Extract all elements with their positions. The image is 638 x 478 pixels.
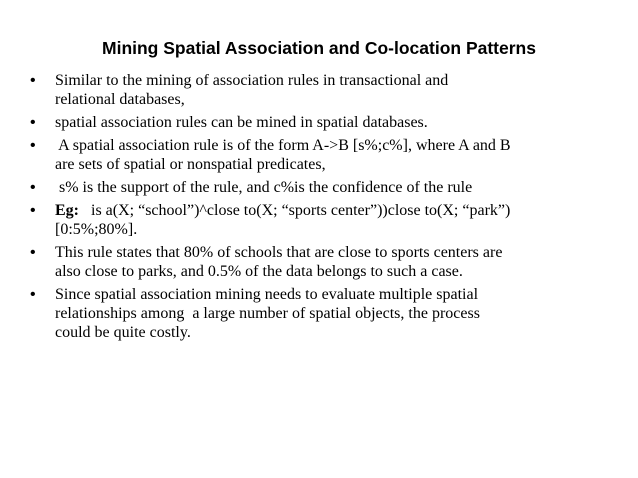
bullet-text-line: [0:5%;80%]. xyxy=(55,221,138,238)
bullet-item xyxy=(30,243,620,281)
slide-title: Mining Spatial Association and Co-location Patterns xyxy=(102,38,536,58)
bullet-marker: • xyxy=(30,137,36,154)
example-rule-text: is a(X; “school”)^close to(X; “sports center”))close to(X; “park”) xyxy=(79,202,511,219)
bullet-marker: • xyxy=(30,202,36,219)
bullet-item xyxy=(30,71,620,109)
example-prefix: Eg: xyxy=(55,202,79,219)
bullet-text-line: relationships among a large number of spatial objects, the process xyxy=(55,305,480,322)
bullet-item xyxy=(30,113,620,132)
bullet-list xyxy=(30,71,620,346)
bullet-text-line: s% is the support of the rule, and c%is the confidence of the rule xyxy=(55,179,473,196)
bullet-item xyxy=(30,136,620,174)
bullet-text-line: relational databases, xyxy=(55,91,185,108)
bullet-marker: • xyxy=(30,179,36,196)
bullet-text-line: spatial association rules can be mined in spatial databases. xyxy=(55,114,428,131)
bullet-text-line: also close to parks, and 0.5% of the data belongs to such a case. xyxy=(55,263,463,280)
bullet-item xyxy=(30,285,620,342)
bullet-marker: • xyxy=(30,244,36,261)
bullet-marker: • xyxy=(30,286,36,303)
bullet-text-line: Similar to the mining of association rules in transactional and xyxy=(55,72,449,89)
bullet-text-line: A spatial association rule is of the form A->B [s%;c%], where A and B xyxy=(55,137,511,154)
bullet-marker: • xyxy=(30,72,36,89)
bullet-item xyxy=(30,201,620,239)
bullet-text-line: are sets of spatial or nonspatial predicates, xyxy=(55,156,326,173)
bullet-text-line: Since spatial association mining needs to evaluate multiple spatial xyxy=(55,286,479,303)
bullet-text-line: This rule states that 80% of schools that are close to sports centers are xyxy=(55,244,503,261)
bullet-text-line xyxy=(55,201,620,220)
bullet-marker: • xyxy=(30,114,36,131)
bullet-text-line: could be quite costly. xyxy=(55,324,191,341)
bullet-item xyxy=(30,178,620,197)
